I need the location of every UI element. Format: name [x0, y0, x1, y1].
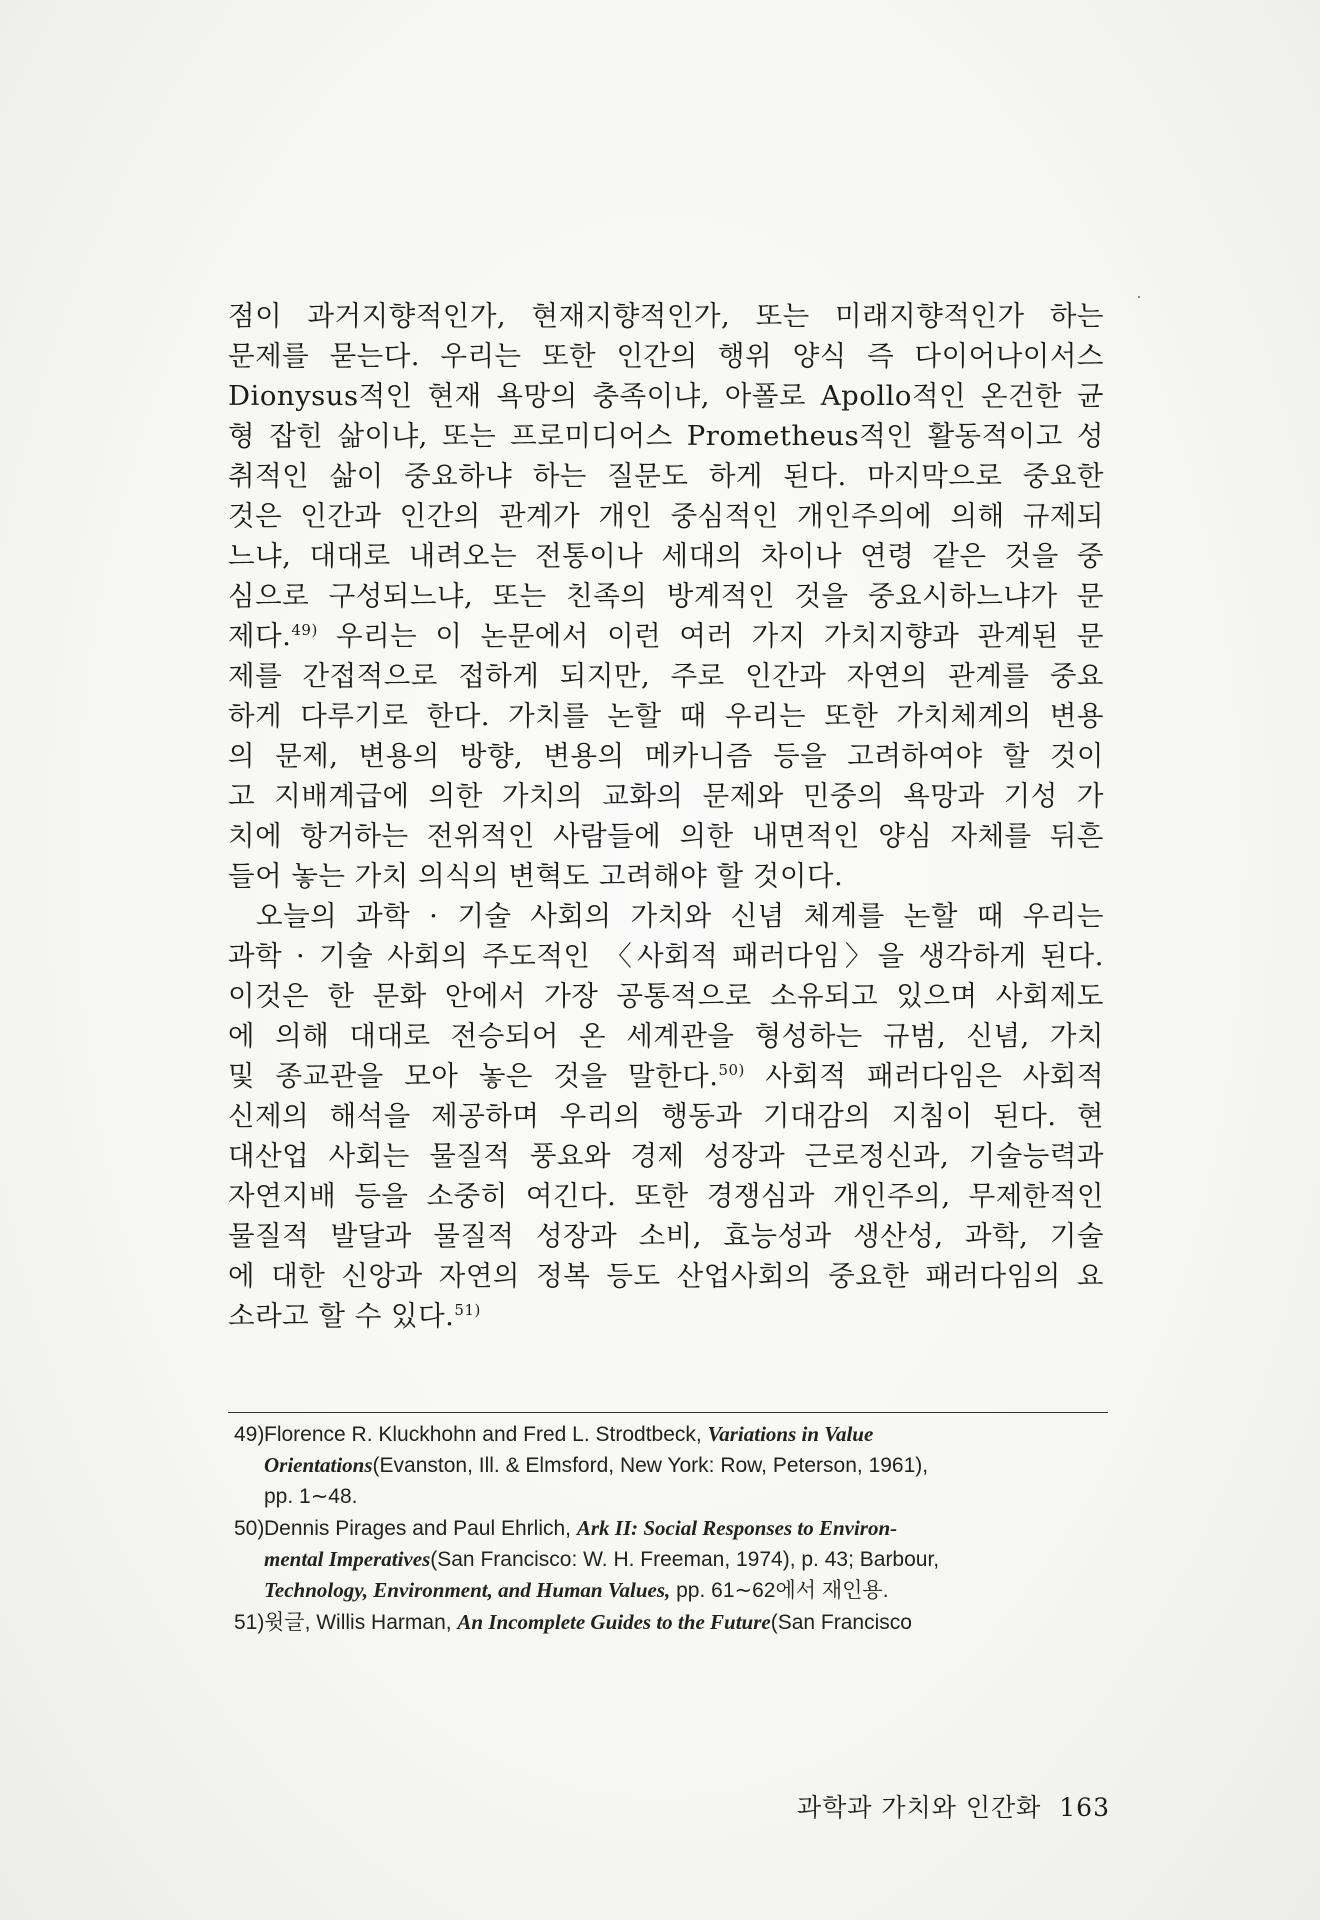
text-line: 자연지배 등을 소중히 여긴다. 또한 경쟁심과 개인주의, 무제한적인	[228, 1180, 1104, 1212]
speck	[1138, 296, 1140, 298]
text-segment: 우리는 이 논문에서 이런 여러 가지 가치지향과 관계된 문	[336, 620, 1104, 652]
text-line: 느냐, 대대로 내려오는 전통이나 세대의 차이나 연령 같은 것을 중	[228, 540, 1104, 572]
footnote-ref-50[interactable]: 50)	[718, 1061, 745, 1079]
text-segment: 및 종교관을 모아 놓은 것을 말한다.	[228, 1060, 719, 1092]
footnote-title: Ark II: Social Responses to Environ-	[576, 1516, 898, 1540]
text-line: 치에 항거하는 전위적인 사람들에 의한 내면적인 양심 자체를 뒤흔	[228, 820, 1104, 852]
footnote-49	[228, 1419, 1108, 1512]
text-line: 의 문제, 변용의 방향, 변용의 메카니즘 등을 고려하여야 할 것이	[228, 740, 1104, 772]
page-number: 163	[1059, 1793, 1110, 1822]
text-line: 문제를 묻는다. 우리는 또한 인간의 행위 양식 즉 다이어나이서스	[228, 340, 1104, 372]
footnote-number: 51)	[234, 1611, 265, 1634]
text-segment: 사회적 패러다임은 사회적	[765, 1060, 1104, 1092]
footnote-text: 윗글, Willis Harman,	[264, 1611, 458, 1634]
paragraph-2	[228, 896, 1104, 1336]
text-line: 오늘의 과학 · 기술 사회의 가치와 신념 체계를 논할 때 우리는	[256, 900, 1104, 932]
text-line: 고 지배계급에 의한 가치의 교화의 문제와 민중의 욕망과 기성 가	[228, 780, 1104, 812]
text-line	[228, 1056, 1104, 1096]
text-line: Dionysus적인 현재 욕망의 충족이냐, 아폴로 Apollo적인 온건한 균	[228, 380, 1104, 412]
text-line: 들어 놓는 가치 의식의 변혁도 고려해야 할 것이다.	[228, 860, 844, 892]
text-line: 신제의 해석을 제공하며 우리의 행동과 기대감의 지침이 된다. 현	[228, 1100, 1104, 1132]
text-line: 제를 간접적으로 접하게 되지만, 주로 인간과 자연의 관계를 중요	[228, 660, 1104, 692]
footnote-text: (Evanston, Ill. & Elmsford, New York: Row, Peterson, 1961),	[372, 1454, 929, 1477]
footnote-text: Dennis Pirages and Paul Ehrlich,	[264, 1517, 577, 1540]
text-line	[228, 616, 1104, 656]
footnote-number: 50)	[234, 1517, 265, 1540]
footnote-number: 49)	[234, 1423, 265, 1446]
text-line	[228, 1296, 1104, 1336]
text-line: 대산업 사회는 물질적 풍요와 경제 성장과 근로정신과, 기술능력과	[228, 1140, 1104, 1172]
text-line: 형 잡힌 삶이냐, 또는 프로미디어스 Prometheus적인 활동적이고 성	[228, 420, 1104, 452]
footnote-continuation	[228, 1575, 1108, 1606]
text-line: 과학 · 기술 사회의 주도적인 〈사회적 패러다임〉을 생각하게 된다.	[228, 940, 1104, 972]
footnotes	[228, 1412, 1108, 1639]
footnote-continuation: pp. 1∼48.	[264, 1485, 358, 1508]
text-line: 이것은 한 문화 안에서 가장 공통적으로 소유되고 있으며 사회제도	[228, 980, 1104, 1012]
paragraph-1	[228, 296, 1104, 896]
footnote-title: Orientations	[264, 1453, 373, 1477]
text-segment: 소라고 할 수 있다.	[228, 1300, 455, 1332]
footnote-continuation	[228, 1450, 1108, 1481]
footnote-51	[228, 1607, 1108, 1638]
footnote-text: (San Francisco	[770, 1611, 912, 1634]
text-line: 것은 인간과 인간의 관계가 개인 중심적인 개인주의에 의해 규제되	[228, 500, 1104, 532]
footnote-continuation	[228, 1544, 1108, 1575]
footnote-ref-49[interactable]: 49)	[291, 621, 318, 639]
footnote-title: Technology, Environment, and Human Values,	[264, 1578, 671, 1602]
text-line: 에 의해 대대로 전승되어 온 세계관을 형성하는 규범, 신념, 가치	[228, 1020, 1104, 1052]
footnote-title: An Incomplete Guides to the Future	[457, 1610, 771, 1634]
footnote-text: Florence R. Kluckhohn and Fred L. Strodtbeck,	[264, 1423, 708, 1446]
text-line: 심으로 구성되느냐, 또는 친족의 방계적인 것을 중요시하느냐가 문	[228, 580, 1104, 612]
text-line: 에 대한 신앙과 자연의 정복 등도 산업사회의 중요한 패러다임의 요	[228, 1260, 1104, 1292]
running-footer	[797, 1788, 1110, 1824]
footnote-title: mental Imperatives	[264, 1547, 431, 1571]
text-line: 하게 다루기로 한다. 가치를 논할 때 우리는 또한 가치체계의 변용	[228, 700, 1104, 732]
footnote-title: Variations in Value	[707, 1422, 874, 1446]
text-line: 점이 과거지향적인가, 현재지향적인가, 또는 미래지향적인가 하는	[228, 300, 1104, 332]
text-segment: 제다.	[228, 620, 292, 652]
text-line: 취적인 삶이 중요하냐 하는 질문도 하게 된다. 마지막으로 중요한	[228, 460, 1104, 492]
footnote-text: pp. 61∼62에서 재인용.	[670, 1579, 889, 1602]
footnote-50	[228, 1513, 1108, 1606]
body-text	[228, 296, 1104, 1336]
text-line: 물질적 발달과 물질적 성장과 소비, 효능성과 생산성, 과학, 기술	[228, 1220, 1104, 1252]
running-title: 과학과 가치와 인간화	[797, 1793, 1042, 1822]
footnote-ref-51[interactable]: 51)	[454, 1301, 481, 1319]
footnote-text: (San Francisco: W. H. Freeman, 1974), p. 43; Barbour,	[430, 1548, 940, 1571]
